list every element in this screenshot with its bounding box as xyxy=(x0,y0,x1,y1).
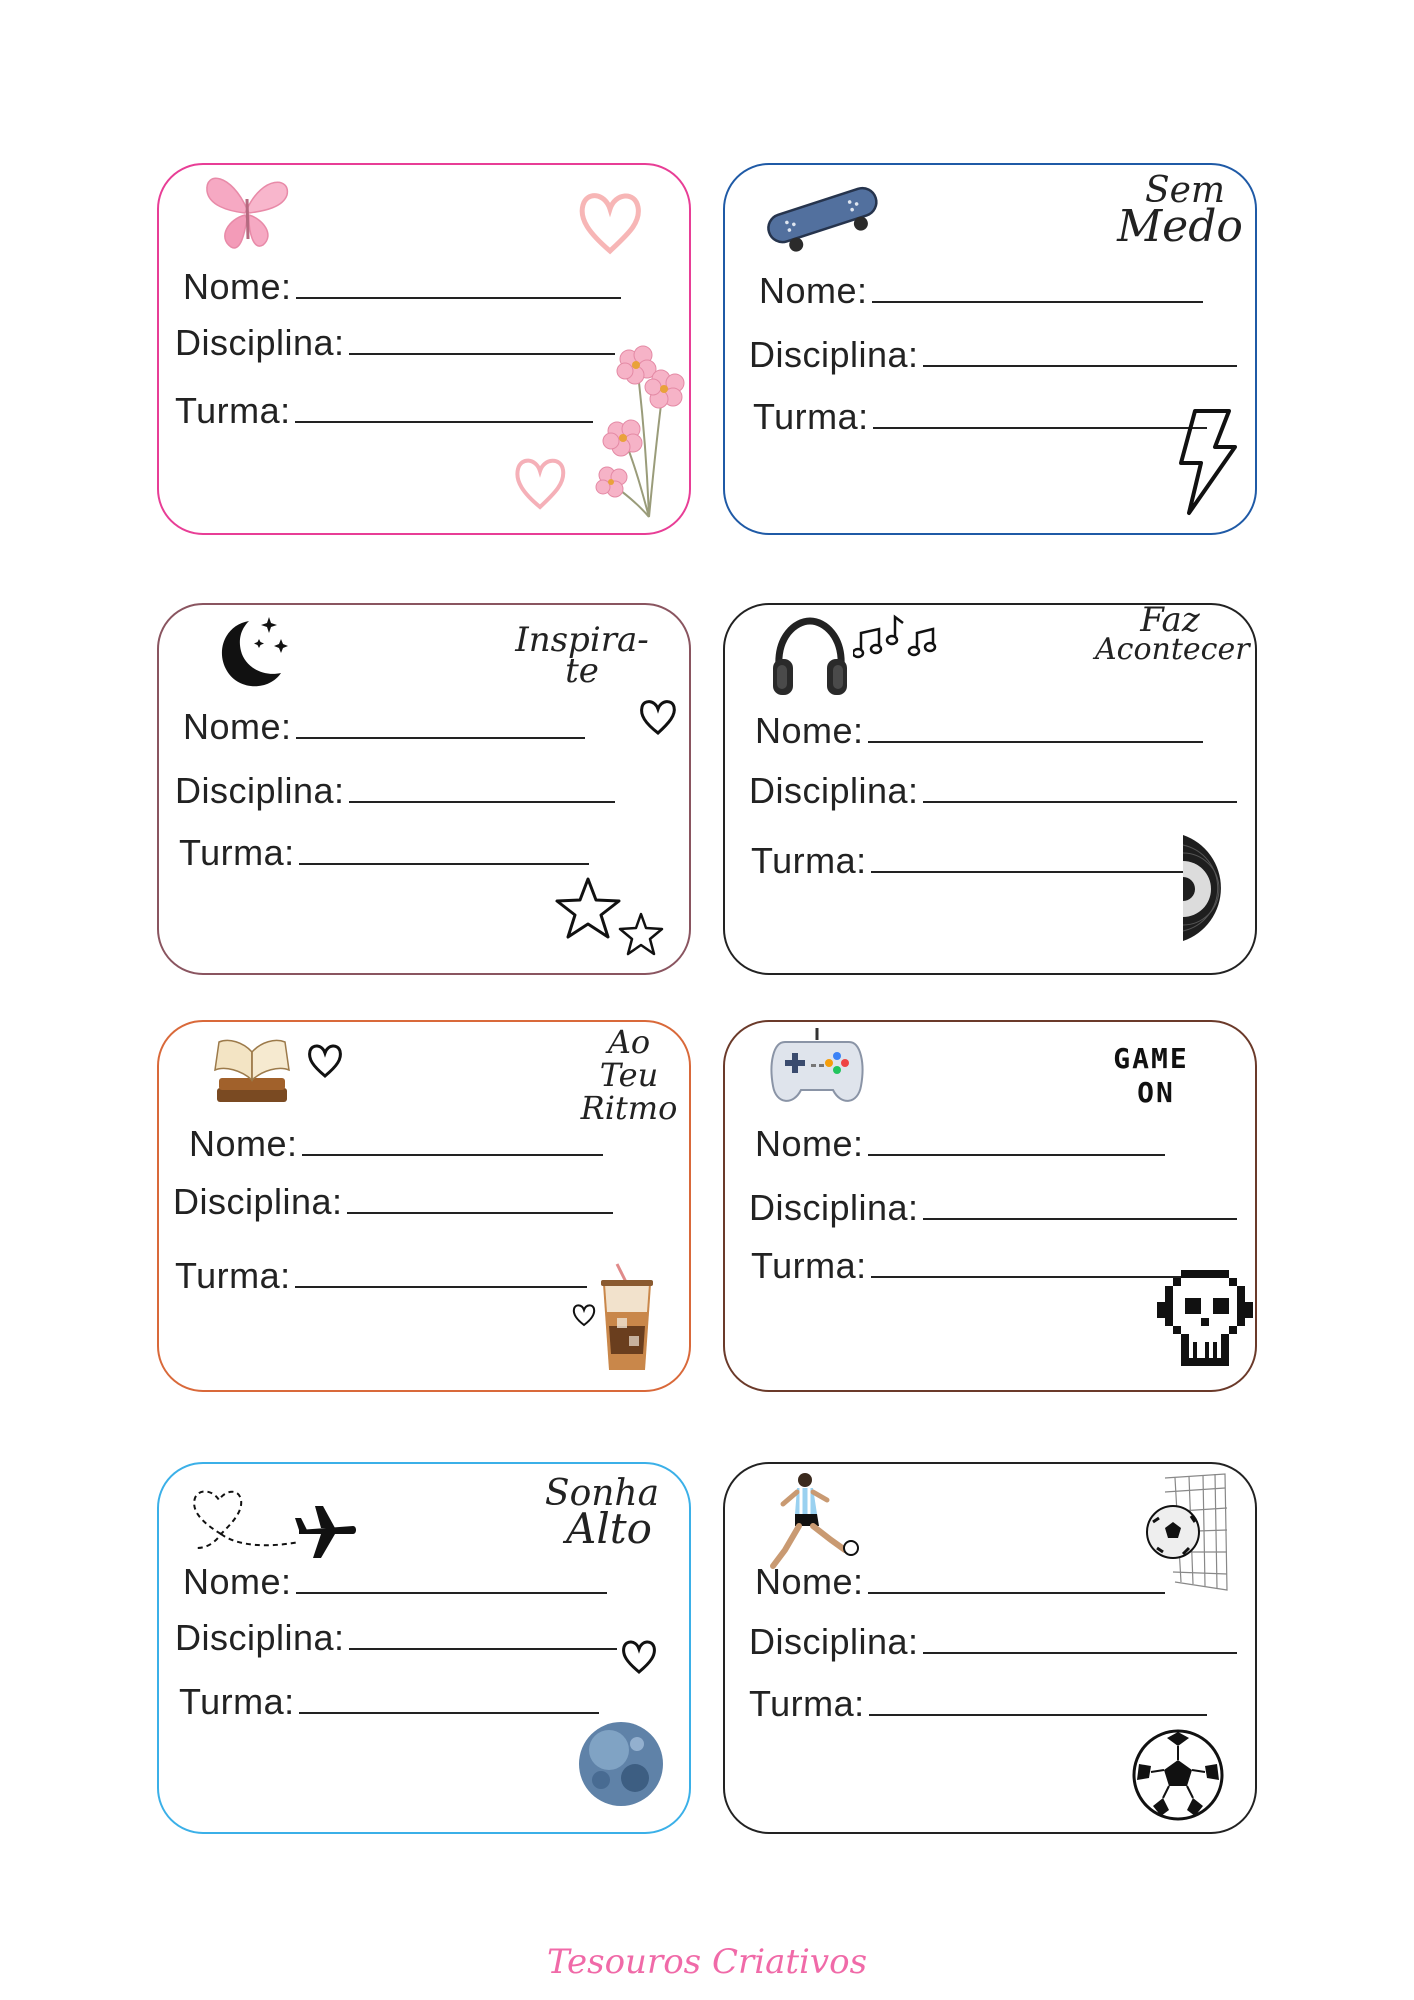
slogan-line-2: Acontecer xyxy=(1095,631,1250,667)
disciplina-line xyxy=(349,1648,617,1650)
book-icon xyxy=(211,1036,293,1112)
turma-field[interactable] xyxy=(749,1683,1207,1724)
nome-field[interactable] xyxy=(183,706,585,747)
footer-brand: Tesouros Criativos xyxy=(546,1942,868,1982)
slogan-line-3: Ritmo xyxy=(580,1088,678,1127)
slogan-line-2: Teu xyxy=(599,1055,659,1094)
name-label-music xyxy=(723,600,1257,975)
turma-line xyxy=(873,427,1207,429)
turma-line xyxy=(299,863,589,865)
name-label-butterfly xyxy=(157,163,691,535)
turma-line xyxy=(295,421,593,423)
iced-coffee-icon xyxy=(597,1262,657,1374)
nome-line xyxy=(868,741,1203,743)
disciplina-label: Disciplina: xyxy=(175,770,345,811)
slogan-line-1: Sonha xyxy=(544,1473,660,1514)
nome-field[interactable] xyxy=(183,1561,607,1602)
name-label-football xyxy=(723,1462,1257,1834)
soccer-ball-icon xyxy=(1131,1728,1225,1822)
nome-label: Nome: xyxy=(183,1561,292,1602)
slogan-line-2: Alto xyxy=(566,1504,652,1554)
disciplina-line xyxy=(349,801,615,803)
slogan xyxy=(579,1023,679,1127)
name-label-game xyxy=(723,1020,1257,1392)
disciplina-field[interactable] xyxy=(173,1181,613,1222)
slogan-line-1: GAME xyxy=(1113,1042,1189,1075)
turma-line xyxy=(869,1714,1207,1716)
disciplina-label: Disciplina: xyxy=(749,1621,919,1662)
disciplina-line xyxy=(349,353,615,355)
disciplina-field[interactable] xyxy=(749,334,1237,375)
turma-line xyxy=(299,1712,599,1714)
disciplina-field[interactable] xyxy=(749,1187,1237,1228)
slogan-line-1: Inspira-te xyxy=(515,620,649,691)
heart-icon xyxy=(637,695,679,737)
turma-label: Turma: xyxy=(751,840,867,881)
heart-icon xyxy=(619,1636,659,1676)
slogan-line-2: ON xyxy=(1137,1075,1175,1109)
slogan xyxy=(1095,600,1250,667)
nome-field[interactable] xyxy=(759,270,1203,311)
slogan xyxy=(543,1473,661,1554)
nome-field[interactable] xyxy=(755,1561,1165,1602)
star-icon xyxy=(617,911,665,957)
name-label-moon xyxy=(157,603,691,975)
disciplina-label: Disciplina: xyxy=(749,770,919,811)
pixel-skull-icon xyxy=(1157,1270,1253,1374)
disciplina-label: Disciplina: xyxy=(749,334,919,375)
nome-field[interactable] xyxy=(183,266,621,307)
slogan-line-1: Ao xyxy=(607,1023,651,1061)
headphones-icon xyxy=(767,615,853,701)
name-label-book xyxy=(157,1020,691,1392)
disciplina-label: Disciplina: xyxy=(173,1181,343,1222)
disciplina-field[interactable] xyxy=(175,770,615,811)
slogan-line-1: Faz xyxy=(1140,600,1200,640)
nome-line xyxy=(868,1154,1165,1156)
nome-field[interactable] xyxy=(189,1123,603,1164)
slogan xyxy=(1117,170,1245,253)
skateboard-icon xyxy=(761,179,885,255)
disciplina-line xyxy=(923,1218,1237,1220)
turma-line xyxy=(295,1286,587,1288)
heart-icon xyxy=(511,451,569,511)
gamepad-icon xyxy=(767,1024,867,1110)
turma-line xyxy=(871,1276,1203,1278)
nome-label: Nome: xyxy=(183,266,292,307)
turma-field[interactable] xyxy=(179,832,589,873)
turma-field[interactable] xyxy=(175,1255,587,1296)
disciplina-label: Disciplina: xyxy=(749,1187,919,1228)
turma-field[interactable] xyxy=(175,390,593,431)
airplane-icon xyxy=(295,1504,359,1560)
disciplina-field[interactable] xyxy=(175,322,615,363)
turma-field[interactable] xyxy=(751,840,1207,881)
nome-label: Nome: xyxy=(755,1561,864,1602)
vinyl-record-icon xyxy=(1169,831,1239,945)
nome-field[interactable] xyxy=(755,1123,1165,1164)
turma-label: Turma: xyxy=(749,1683,865,1724)
star-icon xyxy=(553,875,623,941)
disciplina-line xyxy=(923,365,1237,367)
flowers-icon xyxy=(587,345,693,521)
slogan xyxy=(507,620,657,691)
heart-path-icon xyxy=(187,1484,307,1554)
nome-line xyxy=(868,1592,1165,1594)
turma-field[interactable] xyxy=(179,1681,599,1722)
turma-label: Turma: xyxy=(179,1681,295,1722)
turma-label: Turma: xyxy=(175,1255,291,1296)
planet-icon xyxy=(577,1720,665,1808)
nome-label: Nome: xyxy=(755,710,864,751)
nome-label: Nome: xyxy=(755,1123,864,1164)
turma-label: Turma: xyxy=(179,832,295,873)
disciplina-label: Disciplina: xyxy=(175,1617,345,1658)
slogan xyxy=(1091,1042,1211,1109)
slogan-line-2: Medo xyxy=(1117,201,1243,253)
nome-line xyxy=(296,737,585,739)
slogan-line-1: Sem xyxy=(1144,170,1226,211)
heart-icon xyxy=(571,1302,597,1328)
name-label-skate xyxy=(723,163,1257,535)
butterfly-icon xyxy=(201,169,293,255)
nome-line xyxy=(872,301,1203,303)
disciplina-field[interactable] xyxy=(749,1621,1237,1662)
disciplina-field[interactable] xyxy=(749,770,1237,811)
moon-stars-icon xyxy=(211,611,297,697)
nome-label: Nome: xyxy=(183,706,292,747)
turma-field[interactable] xyxy=(751,1245,1203,1286)
nome-field[interactable] xyxy=(755,710,1203,751)
soccer-player-icon xyxy=(761,1470,861,1574)
turma-label: Turma: xyxy=(751,1245,867,1286)
turma-label: Turma: xyxy=(753,396,869,437)
heart-icon xyxy=(305,1040,345,1080)
disciplina-label: Disciplina: xyxy=(175,322,345,363)
turma-label: Turma: xyxy=(175,390,291,431)
turma-field[interactable] xyxy=(753,396,1207,437)
disciplina-line xyxy=(923,801,1237,803)
lightning-icon xyxy=(1175,407,1239,517)
turma-line xyxy=(871,871,1207,873)
nome-line xyxy=(296,1592,607,1594)
nome-line xyxy=(302,1154,603,1156)
disciplina-line xyxy=(347,1212,613,1214)
heart-icon xyxy=(575,185,645,257)
disciplina-field[interactable] xyxy=(175,1617,617,1658)
name-label-airplane xyxy=(157,1462,691,1834)
nome-line xyxy=(296,297,621,299)
nome-label: Nome: xyxy=(759,270,868,311)
disciplina-line xyxy=(923,1652,1237,1654)
music-notes-icon xyxy=(853,611,939,667)
nome-label: Nome: xyxy=(189,1123,298,1164)
